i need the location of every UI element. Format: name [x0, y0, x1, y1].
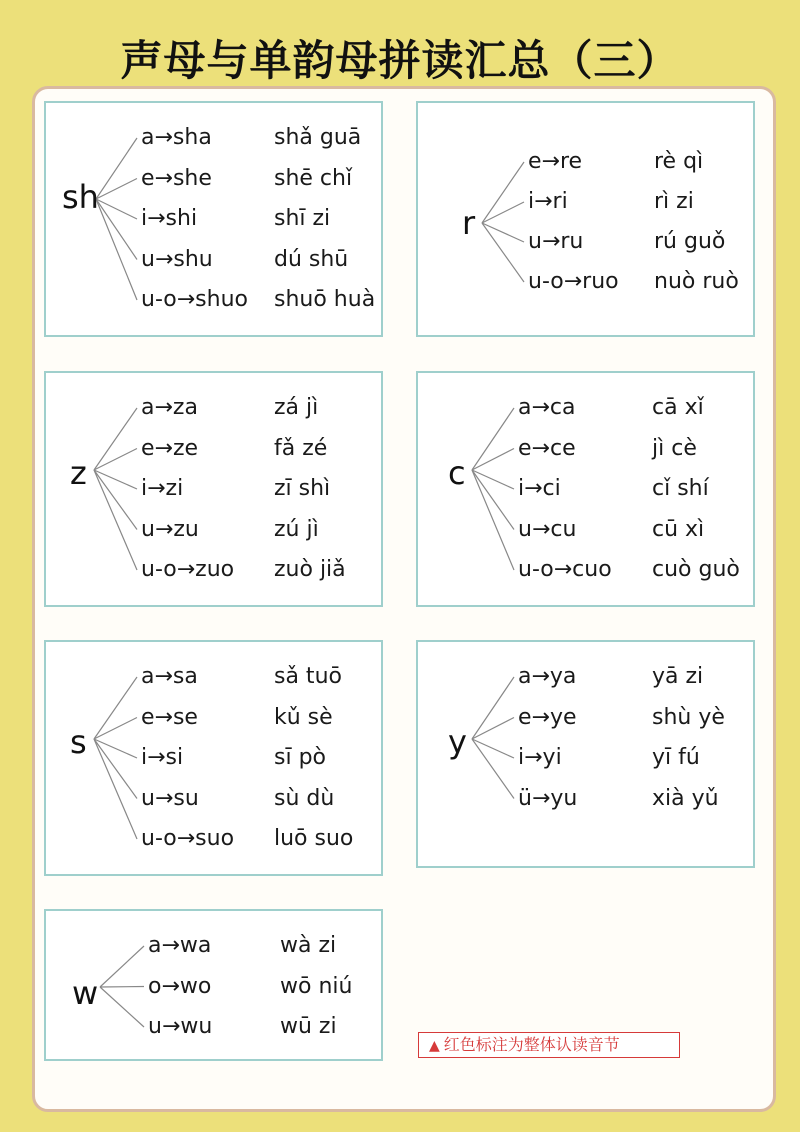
example-word: cā xǐ: [652, 395, 704, 420]
initial-letter: s: [70, 723, 87, 761]
branch-line: [94, 718, 137, 740]
syllable: u→zu: [141, 516, 199, 542]
branch-line: [472, 408, 514, 470]
branch-line: [482, 162, 524, 223]
example-word: nuò ruò: [654, 269, 739, 294]
initial-letter: r: [462, 204, 476, 242]
card-z: [44, 371, 383, 607]
branch-line: [472, 718, 514, 740]
example-word: jì cè: [652, 435, 697, 461]
branch-lines: [418, 642, 757, 870]
branch-line: [472, 449, 514, 471]
example-word: fǎ zé: [274, 435, 328, 461]
syllable: e→re: [528, 149, 583, 174]
syllable: u→shu: [141, 246, 213, 272]
syllable: o→wo: [148, 973, 212, 999]
syllable: a→sa: [141, 664, 198, 689]
syllable: i→si: [141, 745, 184, 770]
branch-line: [94, 408, 137, 470]
example-word: kǔ sè: [274, 704, 333, 730]
syllable: e→se: [141, 704, 198, 730]
syllable: i→ci: [518, 476, 561, 501]
branch-line: [94, 677, 137, 739]
example-word: shuō huà: [274, 287, 376, 312]
initial-letter: sh: [62, 178, 99, 216]
syllable: i→shi: [141, 206, 198, 231]
example-word: yī fú: [652, 745, 700, 770]
syllable: a→za: [141, 395, 198, 420]
branch-line: [472, 677, 514, 739]
example-word: zú jì: [274, 516, 319, 542]
example-word: yā zi: [652, 664, 704, 689]
example-word: zī shì: [274, 476, 331, 501]
branch-line: [100, 987, 144, 988]
example-word: shù yè: [652, 704, 725, 730]
card-c: [416, 371, 755, 607]
syllable: i→ri: [528, 189, 568, 214]
legend-text: 红色标注为整体认读音节: [443, 1035, 620, 1054]
example-word: xià yǔ: [652, 785, 719, 811]
initial-letter: c: [448, 454, 466, 492]
syllable: u-o→zuo: [141, 557, 235, 582]
syllable: u-o→suo: [141, 826, 235, 851]
syllable: a→wa: [148, 933, 212, 958]
syllable: u-o→shuo: [141, 287, 248, 312]
syllable: u→wu: [148, 1014, 213, 1039]
syllable: u→cu: [518, 516, 577, 542]
branch-line: [96, 138, 137, 199]
branch-line: [94, 449, 137, 471]
syllable: u-o→cuo: [518, 557, 612, 582]
example-word: cuò guò: [652, 557, 740, 582]
initial-letter: w: [72, 974, 99, 1012]
example-word: sī pò: [274, 745, 326, 770]
syllable: u→su: [141, 785, 199, 811]
example-word: sù dù: [274, 785, 335, 811]
branch-line: [482, 202, 524, 223]
example-word: shǎ guā: [274, 125, 362, 150]
example-word: zá jì: [274, 395, 319, 420]
example-word: luō suo: [274, 826, 354, 851]
page-title: 声母与单韵母拼读汇总（三）: [120, 36, 680, 85]
card-y: [416, 640, 755, 868]
example-word: zuò jiǎ: [274, 557, 346, 582]
syllable: e→ce: [518, 435, 576, 461]
branch-line: [96, 179, 137, 200]
syllable: u-o→ruo: [528, 269, 619, 294]
example-word: wō niú: [280, 973, 353, 999]
example-word: wū zi: [280, 1014, 337, 1039]
syllable: a→ca: [518, 395, 576, 420]
example-word: rè qì: [654, 149, 704, 174]
syllable: ü→yu: [518, 785, 578, 811]
syllable: e→ye: [518, 704, 577, 730]
initial-letter: y: [448, 723, 467, 761]
syllable: a→ya: [518, 664, 577, 689]
syllable: e→she: [141, 165, 212, 191]
card-sh: [44, 101, 383, 337]
example-word: shī zi: [274, 206, 331, 231]
branch-line: [100, 946, 144, 987]
syllable: a→sha: [141, 125, 212, 150]
example-word: cū xì: [652, 516, 705, 542]
syllable: u→ru: [528, 229, 584, 254]
example-word: rì zi: [654, 189, 694, 214]
example-word: cǐ shí: [652, 476, 709, 501]
card-w: [44, 909, 383, 1061]
branch-line: [100, 987, 144, 1027]
example-word: rú guǒ: [654, 229, 726, 254]
warning-triangle-icon: ▲: [429, 1038, 440, 1054]
example-word: wà zi: [280, 933, 337, 958]
card-r: [416, 101, 755, 337]
syllable: e→ze: [141, 435, 199, 461]
syllable: i→zi: [141, 476, 184, 501]
example-word: shē chǐ: [274, 165, 353, 191]
initial-letter: z: [70, 454, 87, 492]
example-word: sǎ tuō: [274, 664, 342, 689]
syllable: i→yi: [518, 745, 562, 770]
example-word: dú shū: [274, 246, 349, 272]
legend-note: [418, 1032, 680, 1058]
card-s: [44, 640, 383, 876]
